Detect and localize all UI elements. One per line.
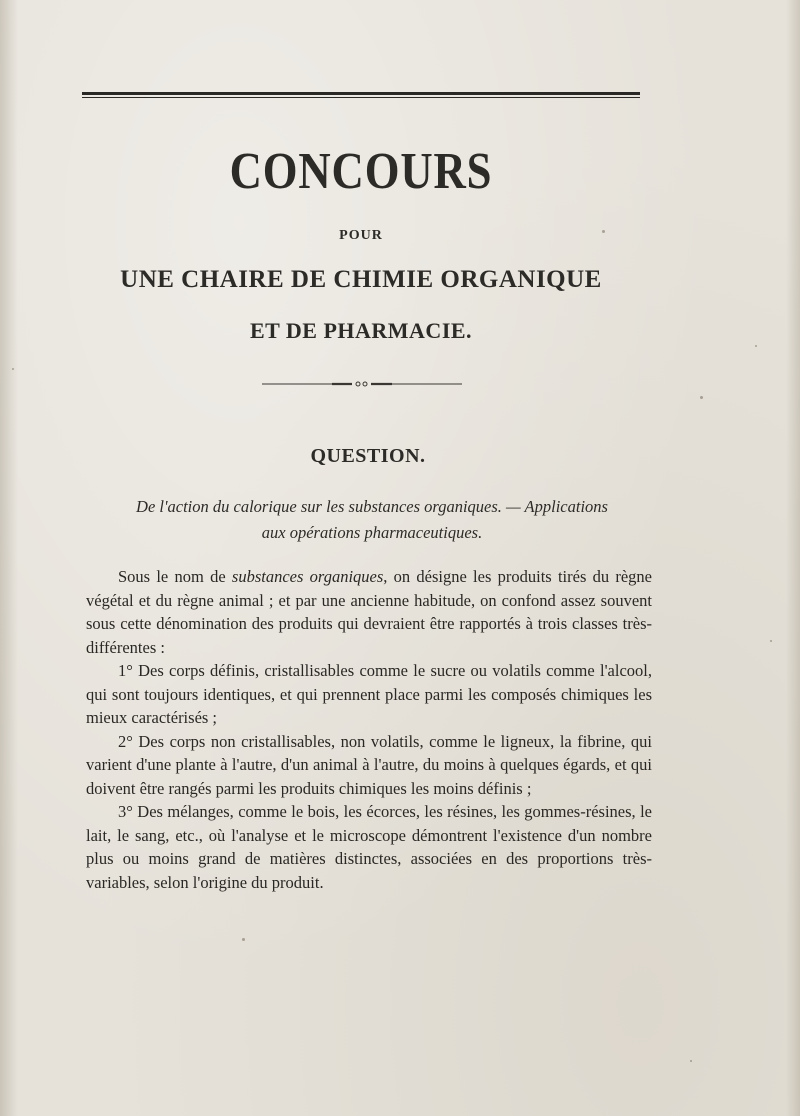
paragraph-item-3: 3° Des mélanges, comme le bois, les écorces, les résines, les gommes-résines, le lait, le sang, etc., où l'analyse et le microscope démontrent l'existence d'un nombre plus ou moins grand de matières distinctes, associées en des proportions très-variables, selon l'origine du produit.: [86, 802, 652, 892]
title-connector: POUR: [339, 228, 383, 243]
divider-ornament: [262, 380, 462, 388]
paper-speck: [602, 230, 605, 233]
paragraph-intro-rest: , on désigne les produits tirés du règne végétal et du règne animal ; et par une ancienne habitude, on confond assez souvent sous cette dénomination des produits qui devraient être rapportés à trois classes très-différentes :: [86, 567, 653, 657]
subtitle-line-1: UNE CHAIRE DE CHIMIE ORGANIQUE: [120, 266, 602, 293]
paragraph-item-2: 2° Des corps non cristallisables, non volatils, comme le ligneux, la fibrine, qui varient d'une plante à l'autre, d'un animal à l'autre, du moins à quelques égards, et qui doivent être rangés parmi les produits chimiques les moins définis ;: [86, 731, 652, 798]
paragraph-intro-start: Sous le nom de: [118, 567, 232, 586]
body-text: [86, 565, 652, 894]
page-edge-left: [0, 0, 18, 1116]
paper-speck: [690, 1060, 692, 1062]
paper-speck: [242, 938, 245, 941]
question-text: [92, 494, 652, 546]
paper-speck: [12, 368, 14, 370]
paragraph-item-1: 1° Des corps définis, cristallisables comme le sucre ou volatils comme l'alcool, qui sont toujours identiques, et qui prennent place parmi les composés chimiques les mieux caractérisés ;: [86, 661, 652, 727]
question-text-line-2: aux opérations pharmaceutiques.: [261, 523, 483, 542]
top-double-rule: [82, 92, 640, 98]
page-edge-right: [786, 0, 800, 1116]
page-title: CONCOURS: [229, 143, 493, 200]
subtitle-line-2: ET DE PHARMACIE.: [249, 318, 473, 343]
paper-speck: [755, 345, 757, 347]
paragraph-intro-emphasis: substances organiques: [231, 567, 384, 586]
paper-speck: [700, 396, 703, 399]
paragraph-intro: [86, 565, 652, 659]
paper-speck: [770, 640, 772, 642]
question-heading: QUESTION.: [310, 445, 426, 467]
question-text-line-1: De l'action du calorique sur les substances organiques. — Applications: [136, 497, 608, 516]
